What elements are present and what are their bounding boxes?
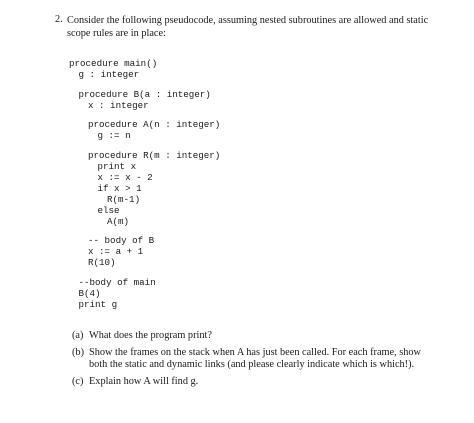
code-line: R(10): [88, 257, 116, 268]
question-part-label: (b): [72, 346, 85, 358]
question-part-text: Explain how A will find g.: [89, 375, 199, 387]
code-line: x := a + 1: [88, 246, 144, 257]
code-line: else: [97, 204, 120, 216]
code-line: if x > 1: [97, 182, 142, 194]
code-line: procedure A(n : integer): [88, 119, 221, 130]
question-part-text: Show the frames on the stack when A has just been called. For each frame, show both the static and dynamic links (and please clearly indicate which is which!).: [89, 346, 421, 370]
question-intro: Consider the following pseudocode, assuming nested subroutines are allowed and static scope rules are in place:: [67, 15, 429, 39]
code-line: B(4): [78, 287, 101, 299]
code-line: x := x - 2: [97, 171, 153, 183]
question-part: [72, 330, 437, 343]
question-number: 2.: [55, 14, 63, 25]
code-line: --body of main: [78, 276, 156, 288]
code-line: A(m): [107, 215, 130, 227]
code-line: procedure B(a : integer): [78, 88, 211, 100]
pseudocode-block: [69, 58, 220, 310]
code-line: R(m-1): [107, 193, 141, 205]
question-part-label: (c): [72, 375, 84, 387]
question-part: [72, 376, 437, 389]
code-line: -- body of B: [88, 235, 155, 246]
code-line: g := n: [97, 130, 131, 141]
question-part: [72, 347, 437, 372]
question-part-text: What does the program print?: [89, 330, 212, 341]
code-line: procedure R(m : integer): [88, 149, 221, 161]
question-part-label: (a): [72, 330, 84, 341]
code-line: procedure main(): [69, 58, 158, 69]
question-parts: [72, 330, 437, 392]
code-line: x : integer: [88, 99, 149, 111]
code-line: print g: [78, 298, 118, 310]
code-line: g : integer: [78, 69, 140, 80]
code-line: print x: [97, 160, 137, 172]
